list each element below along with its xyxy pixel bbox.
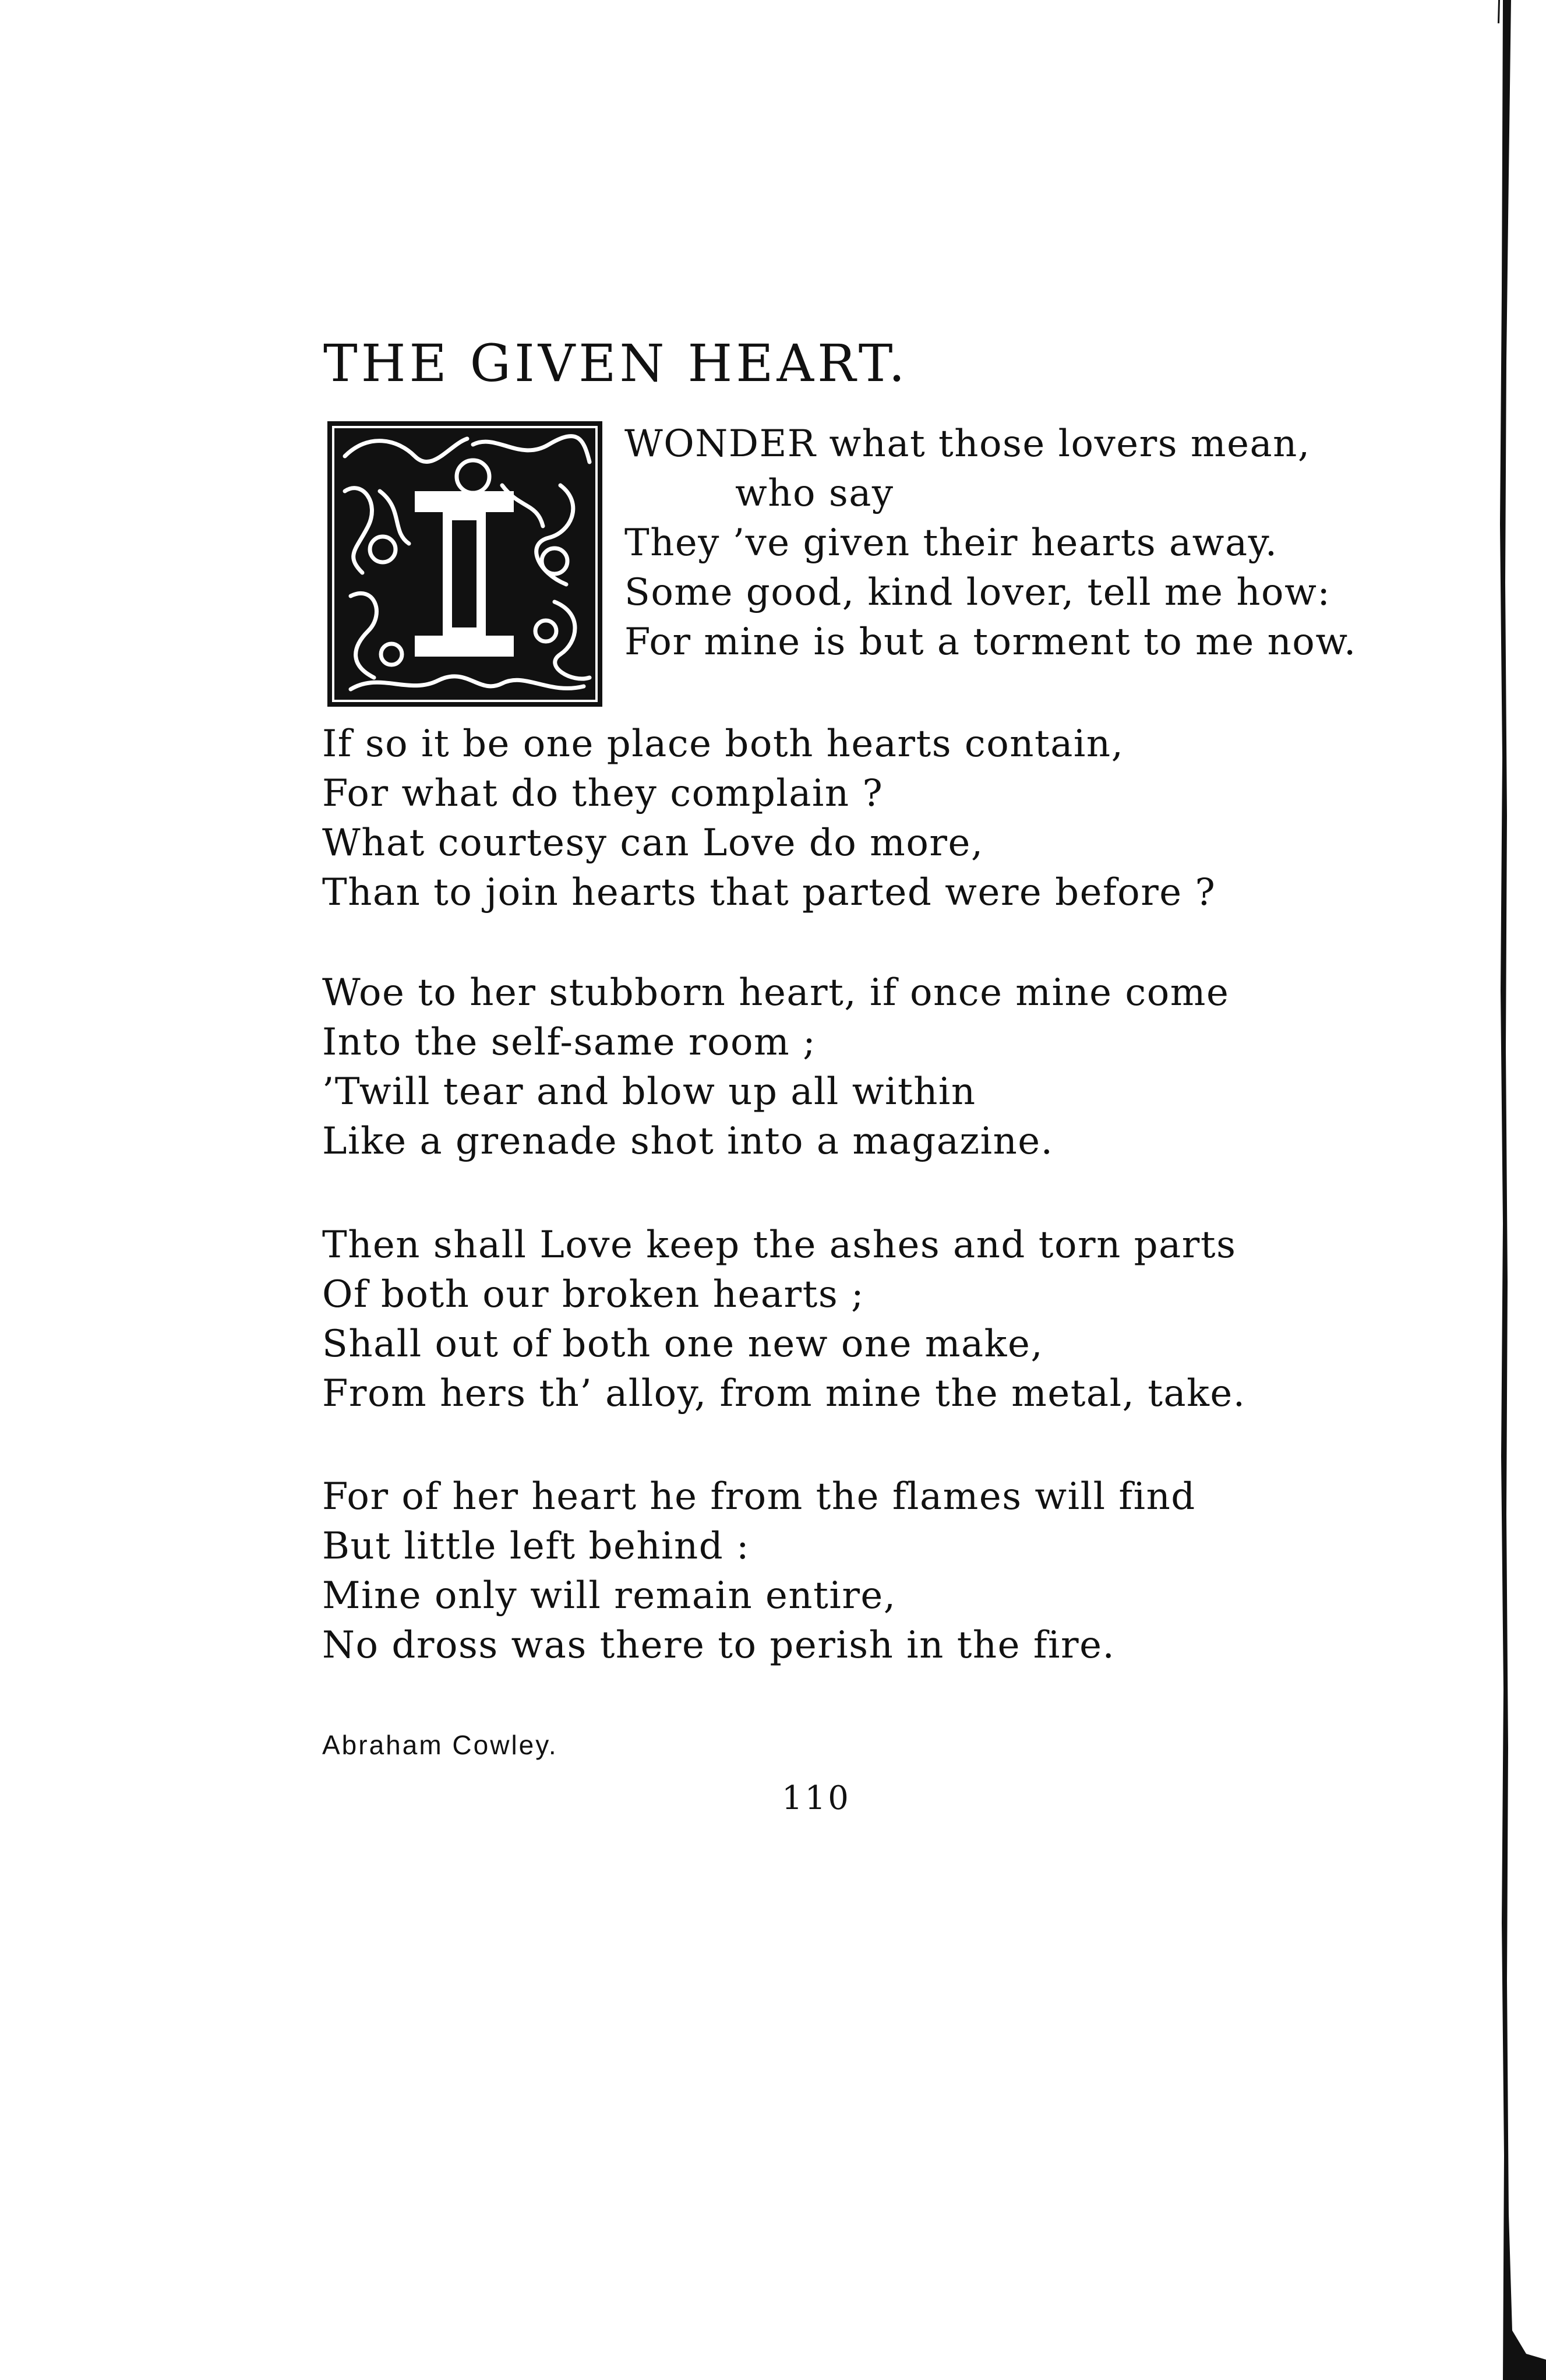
page-edge-shadow <box>1491 0 1546 2380</box>
poem-line: WONDER what those lovers mean, <box>624 422 1311 466</box>
poem-author: Abraham Cowley. <box>322 1730 558 1760</box>
poem-line: Shall out of both one new one make, <box>322 1323 1044 1366</box>
poem-line: Into the self-same room ; <box>322 1021 817 1064</box>
poem-line: ’Twill tear and blow up all within <box>322 1070 976 1113</box>
poem-line: Mine only will remain entire, <box>322 1574 896 1617</box>
poem-line: Then shall Love keep the ashes and torn parts <box>322 1224 1237 1267</box>
poem-line: Than to join hearts that parted were before ? <box>322 871 1216 914</box>
poem-line: What courtesy can Love do more, <box>322 821 984 865</box>
poem-line: For of her heart he from the flames will find <box>322 1475 1196 1518</box>
poem-line: They ’ve given their hearts away. <box>624 521 1278 565</box>
poem-line: For what do they complain ? <box>322 772 884 815</box>
poem-line: Woe to her stubborn heart, if once mine come <box>322 971 1230 1014</box>
ornamental-drop-cap <box>327 421 602 707</box>
poem-line: If so it be one place both hearts contain, <box>322 722 1124 766</box>
poem-title: THE GIVEN HEART. <box>323 333 909 393</box>
poem-line: No dross was there to perish in the fire. <box>322 1624 1116 1667</box>
poem-line: From hers th’ alloy, from mine the metal, take. <box>322 1372 1246 1415</box>
page-number: 110 <box>782 1779 851 1817</box>
poem-line: who say <box>735 472 894 515</box>
poem-line: Like a grenade shot into a magazine. <box>322 1120 1054 1163</box>
poem-line: For mine is but a torment to me now. <box>624 620 1357 664</box>
poem-line: Some good, kind lover, tell me how: <box>624 571 1331 614</box>
poem-line: Of both our broken hearts ; <box>322 1273 865 1316</box>
poem-line: But little left behind : <box>322 1525 750 1568</box>
